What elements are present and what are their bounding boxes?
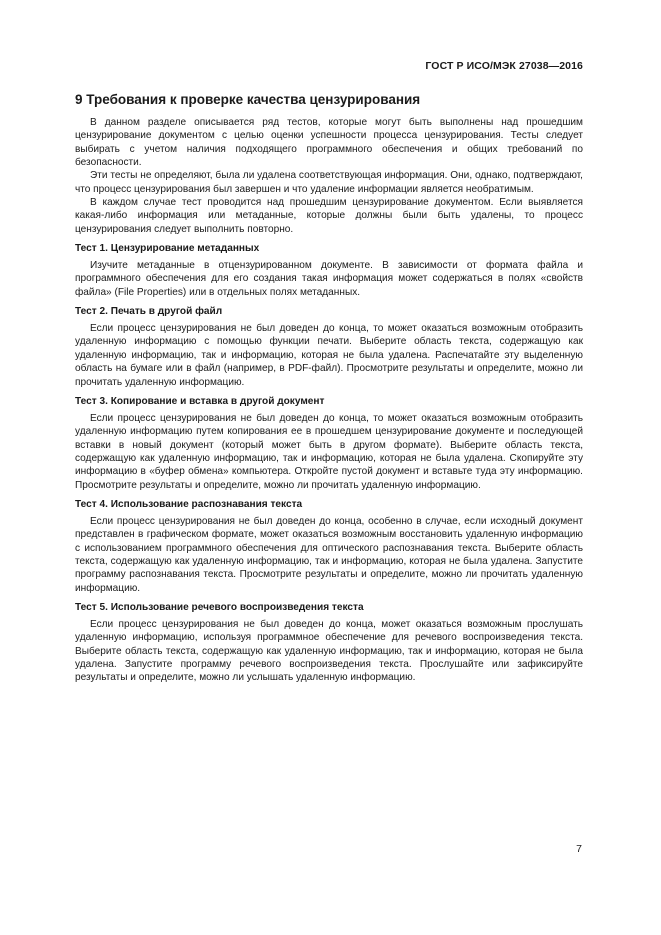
test-2-text: Если процесс цензурирования не был доведен до конца, то может оказаться возможным отобразить удаленную информацию с помощью функции печати. Выберите область текста, содержащую как удаленную информацию, так и информацию, которая не была удалена. Распечатайте эту выделенную область на бумаге или в файл (например, в PDF-файл). Просмотрите результаты и определите, можно ли прочитать удаленную информацию.	[75, 323, 583, 388]
page-content	[75, 92, 583, 685]
intro-paragraph: В данном разделе описывается ряд тестов, которые могут быть выполнены над прошедшим цензурирование документом с целью оценки успешности процесса цензурирования. Тесты следует выбирать с учетом наличия подходящего программного обеспечения и общих требований по безопасности.	[75, 117, 583, 169]
test-1-title: Тест 1. Цензурирование метаданных	[75, 243, 260, 255]
test-5-text: Если процесс цензурирования не был доведен до конца, может оказаться возможным прослушать удаленную информацию, используя программное обеспечение для речевого воспроизведения текста. Выберите область текста, содержащую как удаленную информацию, так и информацию, которая не была удалена. Запустите программу речевого воспроизведения текста. Прослушайте или зафиксируйте результаты и определите, можно ли услышать удаленную информацию.	[75, 618, 583, 684]
document-code-header: ГОСТ Р ИСО/МЭК 27038—2016	[425, 60, 583, 72]
intro-paragraph: Эти тесты не определяют, была ли удалена соответствующая информация. Они, однако, подтверждают, что процесс цензурирования был завершен и что удаление информации является необратимым.	[75, 170, 583, 195]
test-4-title: Тест 4. Использование распознавания текста	[75, 498, 303, 510]
test-4-text: Если процесс цензурирования не был доведен до конца, особенно в случае, если исходный документ представлен в графическом формате, может оказаться возможным восстановить удаленную информацию с использованием программного обеспечения для оптического распознавания текста. Выберите область текста, содержащую как удаленную информацию, так и информацию, которая не была удалена. Запустите программу распознавания текста. Просмотрите результаты и определите, можно ли прочитать удаленную информацию.	[75, 515, 583, 594]
test-3-title: Тест 3. Копирование и вставка в другой документ	[75, 395, 325, 407]
test-1-text: Изучите метаданные в отцензурированном документе. В зависимости от формата файла и программного обеспечения для его создания такая информация может содержаться в полях «свойств файла» (File Properties) или в отдельных полях метаданных.	[75, 260, 583, 298]
page-number: 7	[576, 843, 582, 855]
intro-paragraph: В каждом случае тест проводится над прошедшим цензурирование документом. Если выявляется какая-либо информация или метаданные, которые должны были быть удалены, то процесс цензурирования следует выполнить повторно.	[75, 197, 583, 235]
test-2-title: Тест 2. Печать в другой файл	[75, 306, 223, 318]
section-title: 9 Требования к проверке качества цензурирования	[75, 92, 421, 107]
test-3-text: Если процесс цензурирования не был доведен до конца, то может оказаться возможным отобразить удаленную информацию путем копирования ее в прошедшем цензурирование документе и последующей вставки в новый документ (который может быть в другом формате). Выберите область текста, содержащую как удаленную информацию, так и информацию, которая не была удалена. Скопируйте эту информацию в «буфер обмена» компьютера. Откройте пустой документ и вставьте туда эту информацию. Просмотрите результаты и определите, можно ли прочитать удаленную информацию.	[75, 412, 583, 491]
test-5-title: Тест 5. Использование речевого воспроизведения текста	[75, 601, 364, 613]
